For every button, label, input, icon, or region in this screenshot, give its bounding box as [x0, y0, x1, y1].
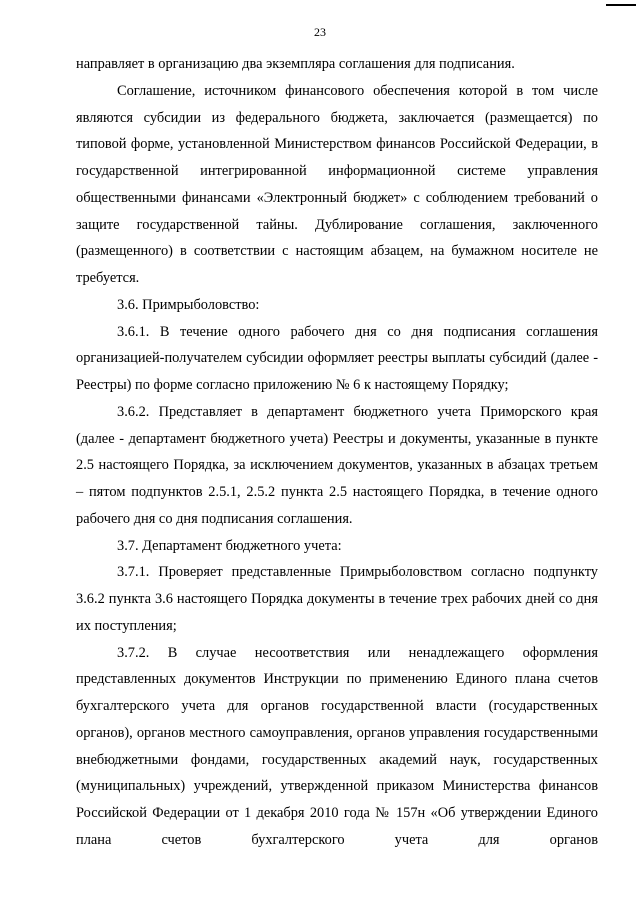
- document-body: [76, 51, 598, 854]
- page-number: 23: [314, 25, 326, 39]
- paragraph-3-6-1: 3.6.1. В течение одного рабочего дня со дня подписания соглашения организацией-получателем субсидии оформляет реестры выплаты субсидий (далее - Реестры) по форме согласно приложению № 6 к настоящему Порядку;: [76, 323, 598, 393]
- paragraph-3-7-1: 3.7.1. Проверяет представленные Примрыболовством согласно подпункту 3.6.2 пункта 3.6 настоящего Порядка документы в течение трех рабочих дней со дня их поступления;: [76, 564, 598, 634]
- paragraph-continuation: направляет в организацию два экземпляра соглашения для подписания.: [76, 56, 515, 72]
- corner-mark: [606, 4, 636, 6]
- section-heading-3-6: 3.6. Примрыболовство:: [117, 296, 260, 313]
- paragraph-3-7-2: 3.7.2. В случае несоответствия или ненадлежащего оформления представленных документов Инструкции по применению Единого плана счетов бухгалтерского учета для органов государственной власти (государственных органов), органов местного самоуправления, органов управления государственными внебюджетными фондами, государственных академий наук, государственных (муниципальных) учреждений, утвержденной приказом Министерства финансов Российской Федерации от 1 декабря 2010 года № 157н «Об утверждении Единого плана счетов бухгалтерского учета для органов: [76, 644, 598, 848]
- section-heading-3-7: 3.7. Департамент бюджетного учета:: [117, 537, 342, 554]
- paragraph-agreement-form: Соглашение, источником финансового обеспечения которой в том числе являются субсидии из федерального бюджета, заключается (размещается) по типовой форме, установленной Министерством финансов Российской Федерации, в государственной интегрированной информационной системе управления общественными финансами «Электронный бюджет» с соблюдением требований о защите государственной тайны. Дублирование соглашения, заключенного (размещенного) в соответствии с настоящим абзацем, на бумажном носителе не требуется.: [76, 82, 598, 286]
- paragraph-3-6-2: 3.6.2. Представляет в департамент бюджетного учета Приморского края (далее - департамент бюджетного учета) Реестры и документы, указанные в пункте 2.5 настоящего Порядка, за исключением документов, указанных в абзацах третьем – пятом подпунктов 2.5.1, 2.5.2 пункта 2.5 настоящего Порядка, в течение одного рабочего дня со дня подписания соглашения.: [76, 403, 598, 527]
